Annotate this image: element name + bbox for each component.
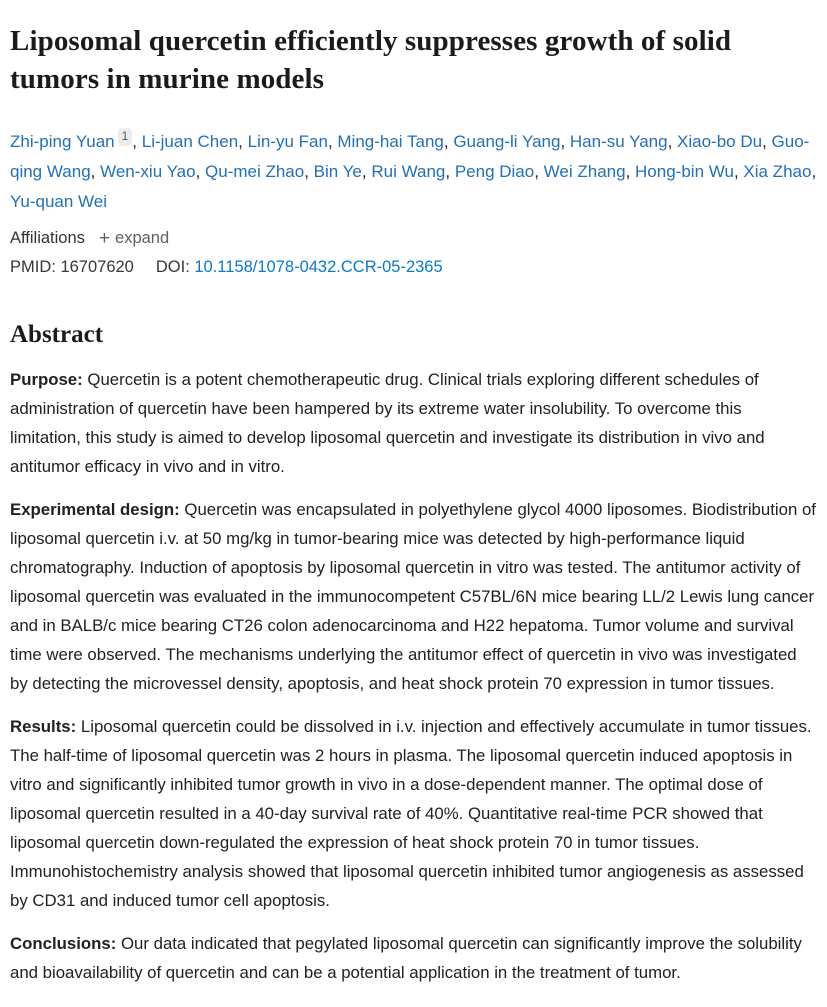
author-affiliation-superscript[interactable]: 1 <box>118 128 133 146</box>
author-item <box>10 192 107 211</box>
author-separator: , <box>304 161 314 181</box>
authors-list <box>10 127 817 217</box>
author-item <box>570 132 677 151</box>
author-link[interactable]: Li-juan Chen <box>141 131 239 151</box>
author-separator: , <box>625 161 636 181</box>
affiliations-expand-button[interactable] <box>99 229 169 248</box>
author-link[interactable]: Zhi-ping Yuan <box>10 131 115 151</box>
author-separator: , <box>195 161 206 181</box>
author-separator: , <box>132 131 142 151</box>
affiliations-row <box>10 229 817 248</box>
abstract-body <box>10 365 817 987</box>
author-item <box>453 132 570 151</box>
affiliations-label: Affiliations <box>10 228 85 247</box>
author-link[interactable]: Xiao-bo Du <box>677 131 763 151</box>
author-link[interactable]: Hong-bin Wu <box>635 161 734 181</box>
author-item <box>455 162 544 181</box>
doi-link[interactable]: 10.1158/1078-0432.CCR-05-2365 <box>194 257 443 276</box>
author-separator: , <box>560 131 570 151</box>
author-separator: , <box>445 161 455 181</box>
author-link[interactable]: Guang-li Yang <box>453 131 561 151</box>
author-item <box>10 128 142 151</box>
affiliations-expand-label: expand <box>115 228 170 247</box>
author-separator: , <box>534 161 544 181</box>
author-link[interactable]: Wen-xiu Yao <box>100 161 196 181</box>
author-link[interactable]: Xia Zhao <box>743 161 812 181</box>
author-item <box>142 132 248 151</box>
author-separator: , <box>327 131 338 151</box>
author-item <box>314 162 372 181</box>
abstract-section-text: Quercetin is a potent chemotherapeutic drug. Clinical trials exploring different schedules of administration of quercetin have been hampered by its extreme water insolubility. To overcome this limitation, this study is aimed to develop liposomal quercetin and investigate its distribution in vivo and antitumor efficacy in vivo and in vitro. <box>10 369 765 476</box>
doi-label: DOI: <box>155 257 190 276</box>
abstract-section-label: Conclusions: <box>10 933 117 953</box>
author-link[interactable]: Wei Zhang <box>543 161 626 181</box>
abstract-section <box>10 712 817 915</box>
author-item <box>371 162 454 181</box>
abstract-section <box>10 495 817 698</box>
pmid-value: 16707620 <box>60 257 134 276</box>
author-item <box>743 162 816 181</box>
author-item <box>677 132 772 151</box>
author-link[interactable]: Ming-hai Tang <box>337 131 444 151</box>
author-separator: , <box>733 161 744 181</box>
author-item <box>100 162 205 181</box>
author-link[interactable]: Peng Diao <box>454 161 535 181</box>
article-title: Liposomal quercetin efficiently suppresses growth of solid tumors in murine models <box>10 25 732 96</box>
pmid-label: PMID: <box>10 257 56 276</box>
abstract-section <box>10 365 817 481</box>
author-item <box>337 132 453 151</box>
author-separator: , <box>762 131 772 151</box>
author-separator: , <box>238 131 248 151</box>
abstract-section-text: Quercetin was encapsulated in polyethylene glycol 4000 liposomes. Biodistribution of liposomal quercetin i.v. at 50 mg/kg in tumor-bearing mice was detected by high-performance liquid chromatography. Induction of apoptosis by liposomal quercetin in vitro was tested. The antitumor activity of liposomal quercetin was evaluated in the immunocompetent C57BL/6N mice bearing LL/2 Lewis lung cancer and in BALB/c mice bearing CT26 colon adenocarcinoma and H22 hepatoma. Tumor volume and survival time were observed. The mechanisms underlying the antitumor effect of quercetin in vivo was investigated by detecting the microvessel density, apoptosis, and heat shock protein 70 expression in tumor tissues. <box>10 499 816 693</box>
author-link[interactable]: Han-su Yang <box>569 131 668 151</box>
author-separator: , <box>667 131 678 151</box>
author-link[interactable]: Rui Wang <box>371 161 446 181</box>
identifiers-row <box>10 258 817 277</box>
abstract-section <box>10 929 817 987</box>
abstract-section-label: Results: <box>10 716 77 736</box>
author-item <box>635 162 743 181</box>
author-link[interactable]: Qu-mei Zhao <box>205 161 305 181</box>
abstract-section-label: Purpose: <box>10 369 83 389</box>
author-item <box>544 162 635 181</box>
abstract-section-text: Our data indicated that pegylated liposomal quercetin can significantly improve the solubility and bioavailability of quercetin and can be a potential application in the treatment of tumor. <box>10 933 802 982</box>
author-item <box>205 162 314 181</box>
abstract-section-text: Liposomal quercetin could be dissolved in i.v. injection and effectively accumulate in tumor tissues. The half-time of liposomal quercetin was 2 hours in plasma. The liposomal quercetin induced apoptosis in vitro and significantly inhibited tumor growth in vivo in a dose-dependent manner. The optimal dose of liposomal quercetin resulted in a 40-day survival rate of 40%. Quantitative real-time PCR showed that liposomal quercetin down-regulated the expression of heat shock protein 70 in tumor tissues. Immunohistochemistry analysis showed that liposomal quercetin inhibited tumor angiogenesis as assessed by CD31 and induced tumor cell apoptosis. <box>10 716 812 910</box>
author-link[interactable]: Yu-quan Wei <box>10 191 108 211</box>
author-item <box>248 132 338 151</box>
plus-icon: + <box>98 227 111 249</box>
abstract-heading: Abstract <box>10 320 104 348</box>
author-separator: , <box>443 131 454 151</box>
author-separator: , <box>90 161 101 181</box>
author-separator: , <box>811 161 817 181</box>
author-link[interactable]: Lin-yu Fan <box>247 131 328 151</box>
pmid-group <box>10 258 134 276</box>
author-link[interactable]: Bin Ye <box>313 161 362 181</box>
abstract-section-label: Experimental design: <box>10 499 180 519</box>
author-link[interactable]: Guo-qing Wang <box>10 131 810 181</box>
author-separator: , <box>361 161 372 181</box>
